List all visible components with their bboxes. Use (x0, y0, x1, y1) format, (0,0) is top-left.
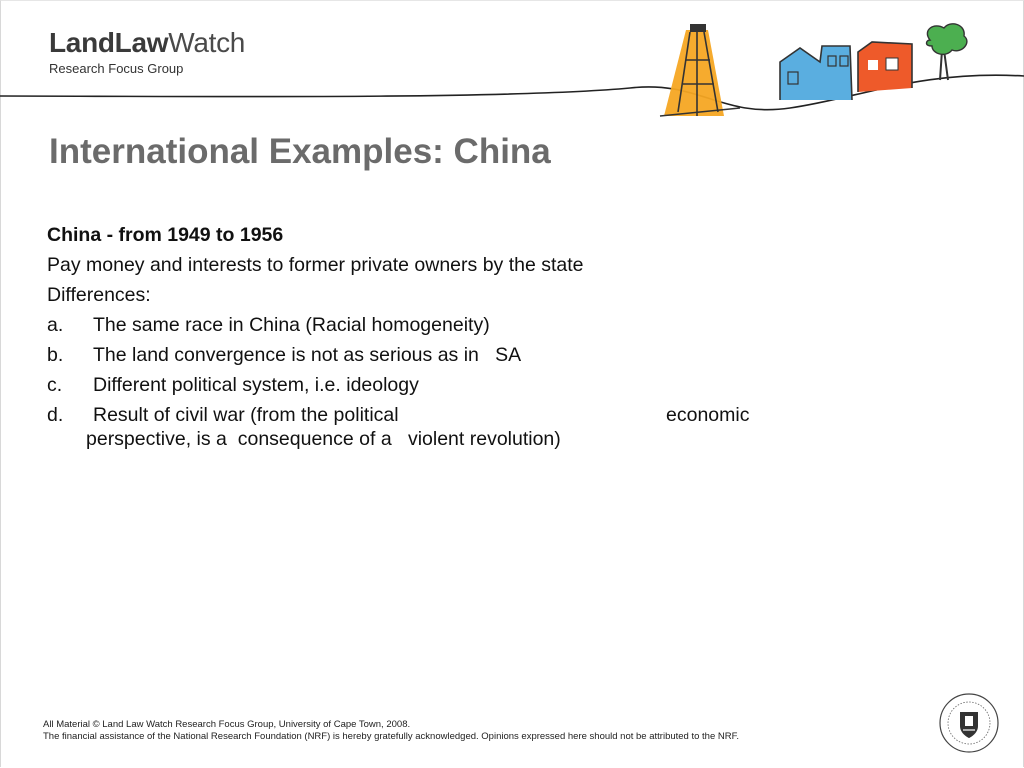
list-item-d (47, 400, 807, 454)
list-marker: d. (47, 404, 64, 426)
list-text-continuation: perspective, is a consequence of a violent revolution) (86, 428, 561, 450)
list-text: Different political system, i.e. ideology (93, 374, 419, 396)
mine-headframe-icon (660, 24, 740, 116)
list-text: The land convergence is not as serious as in SA (93, 344, 522, 366)
footer (43, 719, 739, 743)
list-marker: a. (47, 314, 64, 336)
houses-icon (780, 42, 912, 100)
body-line-differences: Differences: (47, 284, 151, 306)
list-text-right: economic (666, 404, 750, 426)
list-item-b (47, 340, 807, 370)
section-heading: China - from 1949 to 1956 (47, 224, 284, 246)
body-line-payment: Pay money and interests to former private owners by the state (47, 254, 584, 276)
logo-brand-light: Watch (168, 27, 246, 58)
tree-icon (927, 24, 967, 80)
logo (49, 28, 245, 77)
logo-brand-bold: LandLaw (49, 27, 169, 58)
slide-body (47, 220, 807, 454)
logo-subtitle: Research Focus Group (49, 61, 184, 76)
university-seal-icon (938, 692, 1000, 754)
list-item-c (47, 370, 807, 400)
footer-acknowledgement: The financial assistance of the National Research Foundation (NRF) is hereby gratefully acknowledged. Opinions expressed here should not be attributed to the NRF. (43, 731, 739, 742)
list-marker: b. (47, 344, 64, 366)
list-marker: c. (47, 374, 63, 396)
list-item-a (47, 310, 807, 340)
footer-copyright: All Material © Land Law Watch Research Focus Group, University of Cape Town, 2008. (43, 719, 411, 730)
logo-wordmark (49, 28, 245, 58)
list-text: Result of civil war (from the political (93, 404, 399, 426)
list-text: The same race in China (Racial homogeneity) (93, 314, 490, 336)
slide-title: International Examples: China (49, 132, 551, 171)
